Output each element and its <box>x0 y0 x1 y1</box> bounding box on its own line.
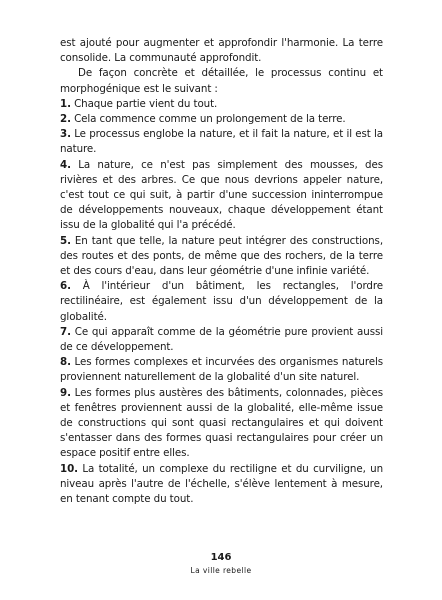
list-item <box>60 355 383 385</box>
list-item <box>60 325 383 355</box>
list-item <box>60 112 383 127</box>
item-text: Chaque partie vient du tout. <box>70 97 218 110</box>
item-number: 8. <box>60 356 71 369</box>
list-item <box>60 386 383 462</box>
item-text: Le processus englobe la nature, et il fait la nature, et il est la nature. <box>60 128 383 156</box>
item-number: 2. <box>60 113 71 126</box>
item-text: À l'intérieur d'un bâtiment, les rectangles, l'ordre rectilinéaire, est également issu d'un développement de la globalité. <box>60 280 383 323</box>
item-number: 9. <box>60 386 71 399</box>
intro-paragraph: De façon concrète et détaillée, le processus continu et morphogénique est le suivant : <box>60 67 383 95</box>
item-text: La nature, ce n'est pas simplement des mousses, des rivières et des arbres. Ce que nous devrions appeler nature, c'est tout ce qui suit, à partir d'une succession ininterrompue de développements nouveaux, chaque développement étant issu de la globalité qui l'a précédé. <box>60 158 383 232</box>
item-number: 1. <box>60 97 71 110</box>
list-item <box>60 127 383 157</box>
item-number: 6. <box>60 280 71 293</box>
item-text: Les formes complexes et incurvées des organismes naturels proviennent naturellement de la globalité d'un site naturel. <box>60 356 383 384</box>
list-item <box>60 97 383 112</box>
intro-paragraph-continued: est ajouté pour augmenter et approfondir l'harmonie. La terre consolide. La communauté approfondit. <box>60 37 383 65</box>
item-text: Les formes plus austères des bâtiments, colonnades, pièces et fenêtres proviennent aussi de la globalité, elle-même issue de constructions qui sont quasi rectangulaires et qui doivent s'entasser dans des formes quasi rectangulaires pour créer un espace positif entre elles. <box>60 386 383 460</box>
item-number: 4. <box>60 158 71 171</box>
item-number: 7. <box>60 325 71 338</box>
item-text: En tant que telle, la nature peut intégrer des constructions, des routes et des ponts, de même que des rochers, de la terre et des cours d'eau, dans leur géométrie d'une infinie variété. <box>60 234 383 278</box>
page-number: 146 <box>210 552 232 563</box>
item-text: Ce qui apparaît comme de la géométrie pure provient aussi de ce développement. <box>60 325 383 354</box>
list-item <box>60 279 383 325</box>
list-item <box>60 234 383 280</box>
body-text <box>60 36 383 507</box>
item-number: 5. <box>60 234 71 247</box>
item-number: 10. <box>60 462 78 475</box>
list-item <box>60 462 383 508</box>
running-title: La ville rebelle <box>190 566 252 575</box>
item-number: 3. <box>60 128 71 141</box>
item-text: La totalité, un complexe du rectiligne et du curviligne, un niveau après l'autre de l'échelle, s'élève lentement à mesure, en tenant compte du tout. <box>60 462 383 506</box>
list-item <box>60 158 383 234</box>
item-text: Cela commence comme un prolongement de la terre. <box>70 113 346 126</box>
